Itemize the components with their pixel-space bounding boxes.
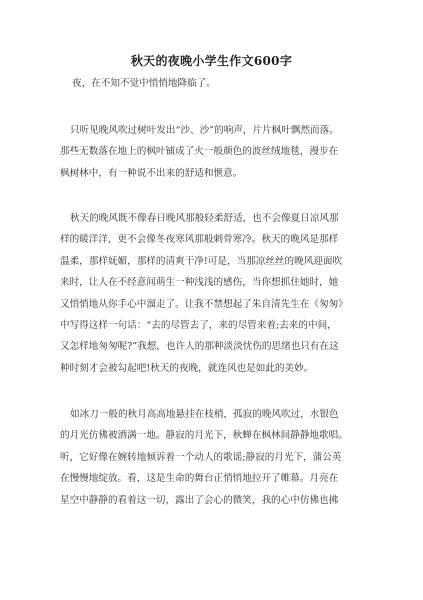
paragraph-line: 种时刻才会被勾起吧!秋天的夜晚，就连风也是如此的美妙。 [60, 362, 314, 374]
paragraph-line: 如冰刀一般的秋月高高地悬挂在枝梢，孤寂的晚风吹过，水银色 [70, 409, 339, 420]
paragraph-line: 在慢慢地绽放。看，这是生命的舞台正悄悄地拉开了帷幕。月亮在 [60, 473, 339, 485]
paragraph-line: 温柔，那样妩媚，那样的清爽干净!可是，当那凉丝丝的晚风迎面吹 [60, 255, 343, 267]
paragraph-line: 夜，在不知不觉中悄悄地降临了。 [72, 78, 216, 89]
paragraph-line: 的月光仿佛被洒满一地。静寂的月光下，秋蝉在枫林间静静地歌唱。 [60, 430, 348, 442]
paragraph-line: 秋天的晚风既不像春日晚风那般轻柔舒适，也不会像夏日凉风那 [70, 213, 339, 224]
paragraph-4 [60, 404, 370, 511]
paragraph-line: 中写得这样一句话：“去的尽管去了，来的尽管来着;去来的中间， [60, 320, 337, 332]
page-title: 秋天的夜晚小学生作文600字 [130, 54, 293, 68]
paragraph-line: 星空中静静的看着这一切，露出了会心的微笑，我的心中仿佛也拂 [60, 494, 339, 506]
paragraph-2 [60, 120, 370, 184]
paragraph-line: 样的暖洋洋，更不会像冬夜寒风那般刺骨寒冷。秋天的晚风是那样 [60, 234, 339, 246]
paragraph-line: 又悄悄地从你手心中溜走了。让我不禁想起了朱自清先生在《匆匆》 [60, 298, 348, 310]
paragraph-line: 枫树林中，有一种说不出来的舒适和惬意。 [60, 167, 243, 179]
paragraph-line: 只听见晚风吹过树叶发出“沙、沙”的响声，片片枫叶飘然而落。 [70, 125, 339, 136]
paragraph-line: 又怎样地匆匆呢?”我想，也许人的那种淡淡忧伤的思绪也只有在这 [60, 341, 339, 353]
paragraph-1 [72, 73, 382, 94]
paragraph-3 [60, 208, 370, 379]
paragraph-line: 那些无数落在地上的枫叶铺成了火一般颜色的波丝绒地毯，漫步在 [60, 146, 339, 158]
paragraph-line: 听，它好像在婉转地倾诉着一个动人的歌谣;静寂的月光下，蒲公英 [60, 451, 342, 463]
paragraph-line: 来时，让人在不经意间萌生一种浅浅的感伤，当你想抓住她时，她 [60, 277, 339, 289]
